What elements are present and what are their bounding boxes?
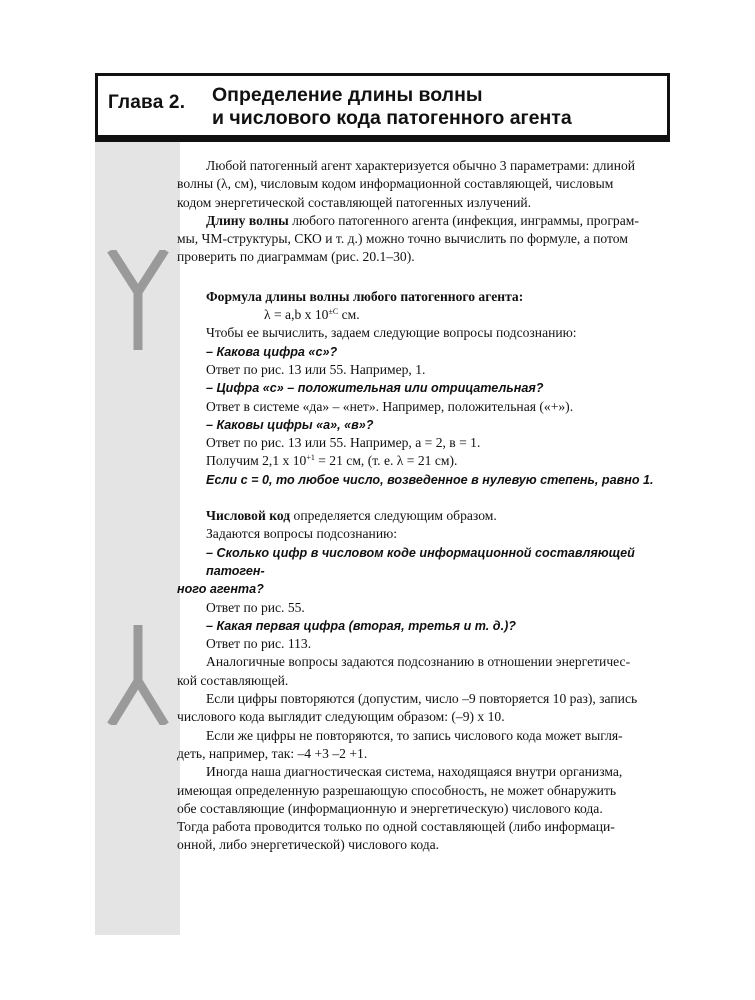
paragraph-wave-length bbox=[177, 212, 678, 267]
text-line: проверить по диаграммам (рис. 20.1–30). bbox=[177, 249, 415, 265]
text-line: числового кода выглядит следующим образом: (–9) x 10. bbox=[177, 709, 505, 725]
answer: Ответ в системе «да» – «нет». Например, положительная («+»). bbox=[206, 398, 574, 414]
y-letter-icon bbox=[107, 250, 169, 350]
chapter-header bbox=[95, 73, 670, 138]
sidebar-band bbox=[95, 140, 180, 935]
question: – Какая первая цифра (вторая, третья и т. д.)? bbox=[206, 618, 516, 633]
result-line: Получим 2,1 x $10^{+1} = 21$ см, (т. е. λ = 21 см). bbox=[206, 453, 458, 469]
bold-term: Числовой код bbox=[206, 508, 291, 524]
text-line: Числовой код определяется следующим образом. bbox=[206, 508, 497, 524]
text-line: обе составляющие (информационную и энергетическую) числового кода. bbox=[177, 800, 603, 816]
text-line: кой составляющей. bbox=[177, 672, 289, 688]
text-line: Если же цифры не повторяются, то запись числового кода может выгля- bbox=[206, 727, 623, 743]
text-line: онной, либо энергетической) числового кода. bbox=[177, 837, 440, 853]
answer: Ответ по рис. 13 или 55. Например, а = 2, в = 1. bbox=[206, 435, 481, 451]
bold-term: Длину волны bbox=[206, 212, 289, 228]
text-line: волны (λ, см), числовым кодом информационной составляющей, числовым bbox=[177, 176, 614, 192]
text-line: Иногда наша диагностическая система, находящаяся внутри организма, bbox=[206, 764, 623, 780]
chapter-title bbox=[212, 84, 572, 130]
text-line: мы, ЧМ-структуры, СКО и т. д.) можно точно вычислить по формуле, а потом bbox=[177, 231, 628, 247]
text-line: Любой патогенный агент характеризуется обычно 3 параметрами: длиной bbox=[206, 158, 636, 173]
text-line: деть, например, так: –4 +3 –2 +1. bbox=[177, 745, 368, 761]
chapter-title-line-1: Определение длины волны bbox=[212, 84, 483, 106]
question: – Какова цифра «с»? bbox=[206, 344, 338, 359]
question: – Сколько цифр в числовом коде информационной составляющей патоген- bbox=[206, 545, 635, 578]
question: – Каковы цифры «а», «в»? bbox=[206, 417, 374, 432]
paragraph-intro bbox=[177, 157, 678, 212]
answer: Ответ по рис. 13 или 55. Например, 1. bbox=[206, 361, 426, 377]
text-line: Задаются вопросы подсознанию: bbox=[206, 526, 398, 542]
chapter-title-line-2: и числового кода патогенного агента bbox=[212, 107, 572, 129]
question: ного агента? bbox=[177, 582, 264, 597]
answer: Ответ по рис. 55. bbox=[206, 599, 305, 615]
text-line: Чтобы ее вычислить, задаем следующие вопросы подсознанию: bbox=[206, 325, 577, 341]
text-line: имеющая определенную разрешающую способность, не может обнаружить bbox=[177, 782, 617, 798]
chapter-label: Глава 2. bbox=[108, 92, 186, 113]
body-text bbox=[177, 157, 678, 855]
text-line: кодом энергетической составляющей патогенных излучений. bbox=[177, 194, 532, 210]
text-line: Длину волны любого патогенного агента (инфекция, инграммы, програм- bbox=[206, 212, 639, 228]
text-line: Аналогичные вопросы задаются подсознанию в отношении энергетичес- bbox=[206, 654, 631, 670]
answer: Ответ по рис. 113. bbox=[206, 636, 312, 652]
inverted-y-letter-icon bbox=[107, 625, 169, 725]
text-line: Тогда работа проводится только по одной составляющей (либо информаци- bbox=[177, 819, 615, 835]
formula: λ = a,b x $10^{\pm C}$ см. bbox=[264, 307, 360, 323]
formula-heading: Формула длины волны любого патогенного агента: bbox=[206, 288, 524, 304]
note: Если с = 0, то любое число, возведенное в нулевую степень, равно 1. bbox=[206, 472, 654, 487]
text-line: Если цифры повторяются (допустим, число –9 повторяется 10 раз), запись bbox=[206, 691, 638, 707]
question: – Цифра «с» – положительная или отрицательная? bbox=[206, 381, 544, 396]
